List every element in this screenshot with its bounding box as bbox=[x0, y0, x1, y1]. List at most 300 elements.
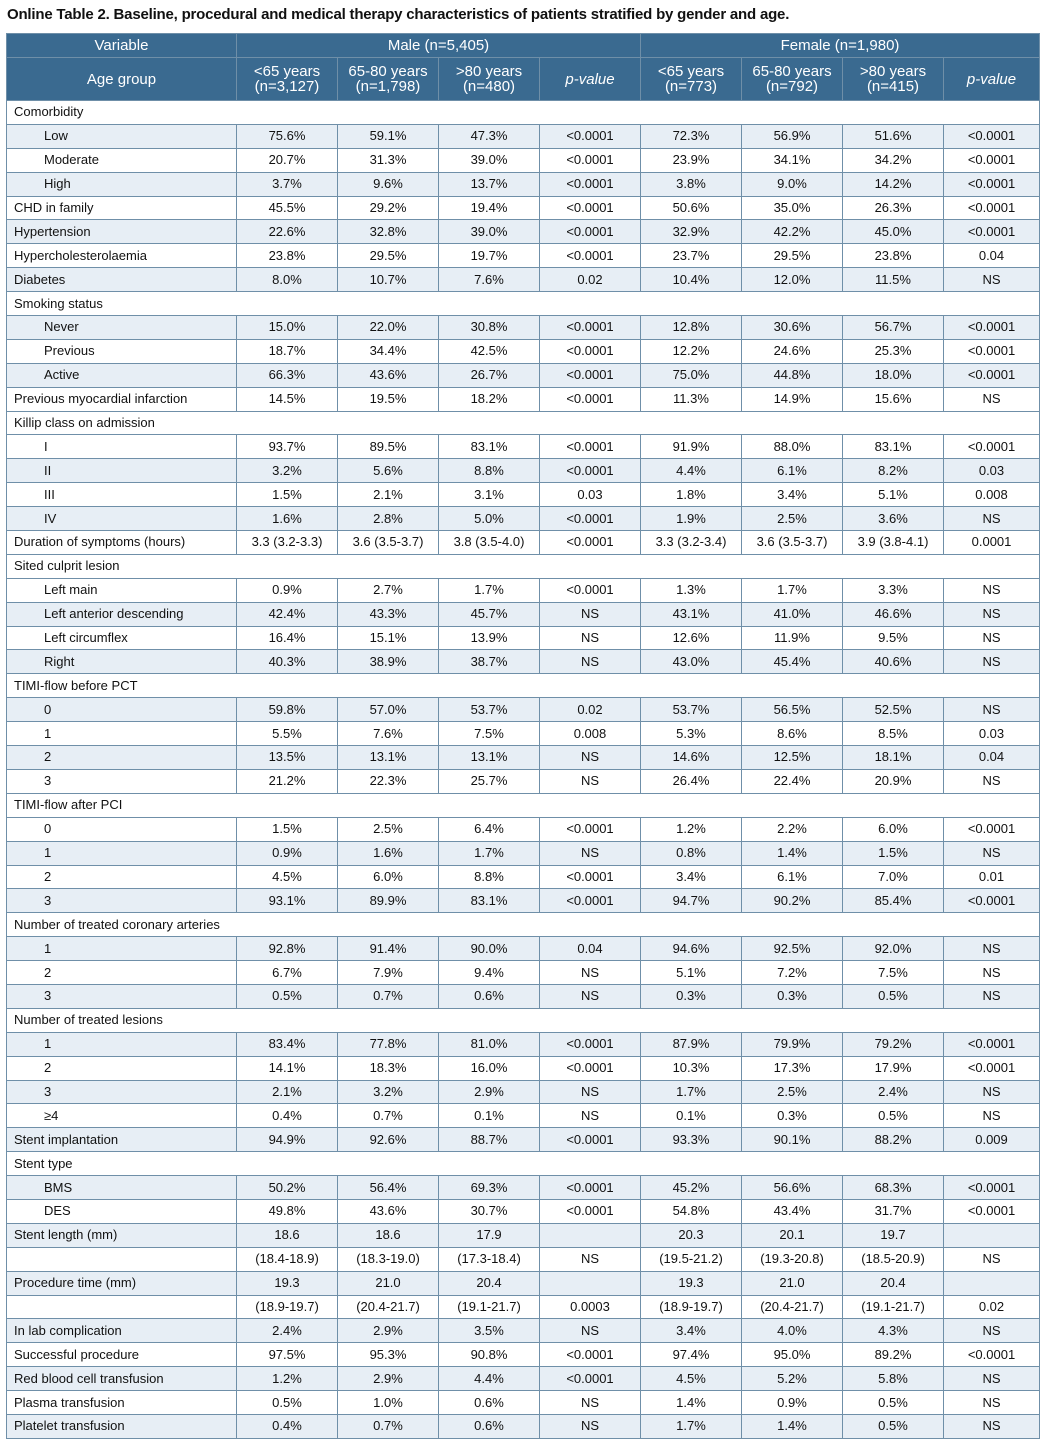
table-row bbox=[7, 459, 1040, 483]
value-cell: 89.5% bbox=[338, 435, 439, 459]
value-cell: (18.9-19.7) bbox=[237, 1295, 338, 1319]
characteristics-table bbox=[6, 33, 1040, 1439]
p-value-cell: <0.0001 bbox=[540, 1367, 641, 1391]
value-cell: 2.2% bbox=[742, 817, 843, 841]
header-male-gt80 bbox=[439, 58, 540, 101]
value-cell: 8.5% bbox=[843, 722, 944, 746]
value-cell: 40.3% bbox=[237, 650, 338, 674]
row-label: 2 bbox=[7, 961, 237, 985]
table-row bbox=[7, 698, 1040, 722]
value-cell: 0.7% bbox=[338, 1414, 439, 1438]
table-row bbox=[7, 841, 1040, 865]
value-cell: 95.3% bbox=[338, 1343, 439, 1367]
header-female-gt80 bbox=[843, 58, 944, 101]
value-cell: 1.4% bbox=[742, 841, 843, 865]
value-cell: 90.8% bbox=[439, 1343, 540, 1367]
value-cell: 42.5% bbox=[439, 339, 540, 363]
p-value-cell: NS bbox=[944, 1247, 1040, 1271]
value-cell: 11.5% bbox=[843, 268, 944, 292]
p-value-cell: <0.0001 bbox=[944, 339, 1040, 363]
p-value-cell: NS bbox=[540, 984, 641, 1008]
value-cell: 34.4% bbox=[338, 339, 439, 363]
table-row bbox=[7, 1391, 1040, 1415]
header-count: (n=1,798) bbox=[355, 78, 421, 95]
table-row bbox=[7, 1247, 1040, 1271]
value-cell: 19.3 bbox=[237, 1271, 338, 1295]
table-row bbox=[7, 1104, 1040, 1128]
row-label: 1 bbox=[7, 1032, 237, 1056]
value-cell: 1.7% bbox=[439, 578, 540, 602]
p-value-cell: <0.0001 bbox=[540, 1343, 641, 1367]
value-cell: 95.0% bbox=[742, 1343, 843, 1367]
p-value-cell: NS bbox=[944, 984, 1040, 1008]
header-count: (n=415) bbox=[866, 78, 920, 95]
value-cell: 1.7% bbox=[641, 1414, 742, 1438]
value-cell: 45.0% bbox=[843, 220, 944, 244]
table-row bbox=[7, 148, 1040, 172]
header-label: 65-80 years bbox=[752, 63, 832, 80]
p-value-cell: NS bbox=[944, 602, 1040, 626]
value-cell: 0.5% bbox=[843, 1391, 944, 1415]
section-label: Number of treated lesions bbox=[7, 1008, 1040, 1032]
value-cell: 4.4% bbox=[439, 1367, 540, 1391]
value-cell: 3.6% bbox=[843, 507, 944, 531]
value-cell: 2.5% bbox=[742, 1080, 843, 1104]
header-female-group: Female (n=1,980) bbox=[641, 34, 1040, 58]
p-value-cell: <0.0001 bbox=[944, 316, 1040, 340]
value-cell: 22.0% bbox=[338, 316, 439, 340]
row-label: Plasma transfusion bbox=[7, 1391, 237, 1415]
value-cell: 13.7% bbox=[439, 172, 540, 196]
header-label: >80 years bbox=[455, 63, 523, 80]
p-value-cell: <0.0001 bbox=[944, 1056, 1040, 1080]
row-label: II bbox=[7, 459, 237, 483]
p-value-cell: <0.0001 bbox=[540, 889, 641, 913]
value-cell: 43.3% bbox=[338, 602, 439, 626]
value-cell: 4.5% bbox=[641, 1367, 742, 1391]
value-cell: 41.0% bbox=[742, 602, 843, 626]
value-cell: 31.7% bbox=[843, 1199, 944, 1223]
table-row bbox=[7, 769, 1040, 793]
value-cell: 0.7% bbox=[338, 984, 439, 1008]
value-cell: 2.7% bbox=[338, 578, 439, 602]
row-label: 1 bbox=[7, 722, 237, 746]
table-row bbox=[7, 124, 1040, 148]
p-value-cell: <0.0001 bbox=[540, 172, 641, 196]
value-cell: 0.4% bbox=[237, 1104, 338, 1128]
row-label: 1 bbox=[7, 937, 237, 961]
value-cell: 18.6 bbox=[338, 1223, 439, 1247]
section-label: TIMI-flow after PCI bbox=[7, 793, 1040, 817]
value-cell: 22.3% bbox=[338, 769, 439, 793]
value-cell: 25.3% bbox=[843, 339, 944, 363]
header-row-ages bbox=[7, 58, 1040, 101]
value-cell: 14.2% bbox=[843, 172, 944, 196]
table-row bbox=[7, 722, 1040, 746]
value-cell: 2.5% bbox=[742, 507, 843, 531]
value-cell: 4.0% bbox=[742, 1319, 843, 1343]
value-cell: 3.3 (3.2-3.4) bbox=[641, 531, 742, 555]
p-value-cell: 0.04 bbox=[944, 244, 1040, 268]
p-value-cell: <0.0001 bbox=[944, 196, 1040, 220]
p-value-cell: <0.0001 bbox=[540, 148, 641, 172]
row-label: ≥4 bbox=[7, 1104, 237, 1128]
value-cell: 1.4% bbox=[742, 1414, 843, 1438]
value-cell: 91.4% bbox=[338, 937, 439, 961]
row-label: Right bbox=[7, 650, 237, 674]
value-cell: (18.3-19.0) bbox=[338, 1247, 439, 1271]
value-cell: 22.6% bbox=[237, 220, 338, 244]
p-value-cell: NS bbox=[540, 1080, 641, 1104]
p-value-cell: NS bbox=[540, 1319, 641, 1343]
value-cell: 13.5% bbox=[237, 746, 338, 770]
header-count: (n=480) bbox=[462, 78, 516, 95]
p-value-cell: NS bbox=[944, 650, 1040, 674]
p-value-cell: NS bbox=[540, 626, 641, 650]
value-cell: 89.9% bbox=[338, 889, 439, 913]
value-cell: 30.8% bbox=[439, 316, 540, 340]
value-cell: 93.1% bbox=[237, 889, 338, 913]
value-cell: 54.8% bbox=[641, 1199, 742, 1223]
p-value-cell: 0.008 bbox=[540, 722, 641, 746]
p-value-cell: <0.0001 bbox=[944, 1343, 1040, 1367]
value-cell: 21.0 bbox=[742, 1271, 843, 1295]
header-label: >80 years bbox=[859, 63, 927, 80]
table-row bbox=[7, 961, 1040, 985]
value-cell: 1.0% bbox=[338, 1391, 439, 1415]
value-cell: 2.9% bbox=[439, 1080, 540, 1104]
row-label: DES bbox=[7, 1199, 237, 1223]
value-cell: 52.5% bbox=[843, 698, 944, 722]
row-label: 3 bbox=[7, 769, 237, 793]
row-label: III bbox=[7, 483, 237, 507]
section-row bbox=[7, 674, 1040, 698]
p-value-cell bbox=[540, 1271, 641, 1295]
row-label: In lab complication bbox=[7, 1319, 237, 1343]
row-label: 0 bbox=[7, 698, 237, 722]
value-cell: 32.9% bbox=[641, 220, 742, 244]
row-label: Stent length (mm) bbox=[7, 1223, 237, 1247]
p-value-cell: <0.0001 bbox=[540, 1199, 641, 1223]
value-cell: 87.9% bbox=[641, 1032, 742, 1056]
p-value-cell: <0.0001 bbox=[944, 1032, 1040, 1056]
p-value-cell: <0.0001 bbox=[540, 339, 641, 363]
value-cell: 6.0% bbox=[843, 817, 944, 841]
value-cell: 29.5% bbox=[742, 244, 843, 268]
value-cell: 9.6% bbox=[338, 172, 439, 196]
table-row bbox=[7, 1056, 1040, 1080]
value-cell: 12.6% bbox=[641, 626, 742, 650]
table-row bbox=[7, 1367, 1040, 1391]
value-cell: 19.7 bbox=[843, 1223, 944, 1247]
value-cell: 56.5% bbox=[742, 698, 843, 722]
value-cell: 0.5% bbox=[843, 984, 944, 1008]
table-row bbox=[7, 387, 1040, 411]
value-cell: 56.6% bbox=[742, 1176, 843, 1200]
value-cell: 42.4% bbox=[237, 602, 338, 626]
value-cell: 21.0 bbox=[338, 1271, 439, 1295]
row-label: Left anterior descending bbox=[7, 602, 237, 626]
value-cell: 1.6% bbox=[338, 841, 439, 865]
section-row bbox=[7, 101, 1040, 125]
value-cell: 88.2% bbox=[843, 1128, 944, 1152]
p-value-cell: NS bbox=[540, 769, 641, 793]
row-label: Left main bbox=[7, 578, 237, 602]
value-cell: 83.1% bbox=[439, 889, 540, 913]
value-cell: 15.6% bbox=[843, 387, 944, 411]
value-cell: 2.1% bbox=[338, 483, 439, 507]
p-value-cell: <0.0001 bbox=[540, 1176, 641, 1200]
value-cell: 0.3% bbox=[641, 984, 742, 1008]
section-row bbox=[7, 793, 1040, 817]
value-cell: 20.9% bbox=[843, 769, 944, 793]
table-row bbox=[7, 531, 1040, 555]
value-cell: 14.9% bbox=[742, 387, 843, 411]
value-cell: 8.2% bbox=[843, 459, 944, 483]
value-cell: 13.1% bbox=[338, 746, 439, 770]
value-cell: 0.6% bbox=[439, 1391, 540, 1415]
p-value-cell: 0.03 bbox=[944, 722, 1040, 746]
value-cell: 14.5% bbox=[237, 387, 338, 411]
value-cell: 6.0% bbox=[338, 865, 439, 889]
value-cell: 3.3 (3.2-3.3) bbox=[237, 531, 338, 555]
value-cell: 20.3 bbox=[641, 1223, 742, 1247]
value-cell: 0.4% bbox=[237, 1414, 338, 1438]
value-cell: 77.8% bbox=[338, 1032, 439, 1056]
value-cell: 49.8% bbox=[237, 1199, 338, 1223]
p-value-cell: <0.0001 bbox=[540, 1056, 641, 1080]
row-label: Stent implantation bbox=[7, 1128, 237, 1152]
p-value-cell: 0.03 bbox=[944, 459, 1040, 483]
value-cell: 69.3% bbox=[439, 1176, 540, 1200]
value-cell: 1.5% bbox=[843, 841, 944, 865]
section-label: Sited culprit lesion bbox=[7, 554, 1040, 578]
value-cell: 53.7% bbox=[641, 698, 742, 722]
value-cell: 43.6% bbox=[338, 1199, 439, 1223]
p-value-cell bbox=[944, 1223, 1040, 1247]
table-row bbox=[7, 172, 1040, 196]
row-label bbox=[7, 1247, 237, 1271]
row-label: Never bbox=[7, 316, 237, 340]
value-cell: 2.9% bbox=[338, 1319, 439, 1343]
value-cell: (18.4-18.9) bbox=[237, 1247, 338, 1271]
row-label: Diabetes bbox=[7, 268, 237, 292]
section-label: Smoking status bbox=[7, 292, 1040, 316]
table-row bbox=[7, 1343, 1040, 1367]
value-cell: 7.6% bbox=[338, 722, 439, 746]
header-male-lt65 bbox=[237, 58, 338, 101]
p-value-cell: NS bbox=[944, 769, 1040, 793]
value-cell: 26.4% bbox=[641, 769, 742, 793]
value-cell: 3.3% bbox=[843, 578, 944, 602]
value-cell: 88.0% bbox=[742, 435, 843, 459]
value-cell: 4.4% bbox=[641, 459, 742, 483]
section-label: TIMI-flow before PCT bbox=[7, 674, 1040, 698]
p-value-cell: 0.008 bbox=[944, 483, 1040, 507]
value-cell: 45.7% bbox=[439, 602, 540, 626]
p-value-cell: 0.03 bbox=[540, 483, 641, 507]
header-row-groups bbox=[7, 34, 1040, 58]
row-label: 3 bbox=[7, 1080, 237, 1104]
p-value-cell: <0.0001 bbox=[540, 124, 641, 148]
value-cell: 8.6% bbox=[742, 722, 843, 746]
value-cell: 5.1% bbox=[843, 483, 944, 507]
p-value-cell: NS bbox=[944, 937, 1040, 961]
value-cell: 57.0% bbox=[338, 698, 439, 722]
value-cell: 1.7% bbox=[439, 841, 540, 865]
p-value-cell: NS bbox=[944, 626, 1040, 650]
p-value-cell: <0.0001 bbox=[944, 889, 1040, 913]
section-label: Stent type bbox=[7, 1152, 1040, 1176]
p-value-cell: <0.0001 bbox=[540, 244, 641, 268]
value-cell: 45.5% bbox=[237, 196, 338, 220]
value-cell: 43.4% bbox=[742, 1199, 843, 1223]
value-cell: 90.2% bbox=[742, 889, 843, 913]
value-cell: 17.9% bbox=[843, 1056, 944, 1080]
row-label: 3 bbox=[7, 889, 237, 913]
value-cell: 4.5% bbox=[237, 865, 338, 889]
value-cell: 21.2% bbox=[237, 769, 338, 793]
p-value-cell: NS bbox=[944, 841, 1040, 865]
header-label: 65-80 years bbox=[348, 63, 428, 80]
value-cell: 81.0% bbox=[439, 1032, 540, 1056]
value-cell: 14.1% bbox=[237, 1056, 338, 1080]
p-value-cell: NS bbox=[540, 650, 641, 674]
value-cell: 8.8% bbox=[439, 865, 540, 889]
value-cell: 50.2% bbox=[237, 1176, 338, 1200]
value-cell: 23.7% bbox=[641, 244, 742, 268]
value-cell: 0.1% bbox=[641, 1104, 742, 1128]
p-value-cell: 0.01 bbox=[944, 865, 1040, 889]
p-value-cell: <0.0001 bbox=[540, 316, 641, 340]
value-cell: 9.5% bbox=[843, 626, 944, 650]
value-cell: 93.3% bbox=[641, 1128, 742, 1152]
row-label: Active bbox=[7, 363, 237, 387]
row-label: Hypertension bbox=[7, 220, 237, 244]
row-label: 1 bbox=[7, 841, 237, 865]
value-cell: 16.0% bbox=[439, 1056, 540, 1080]
table-row bbox=[7, 1223, 1040, 1247]
p-value-cell: NS bbox=[944, 961, 1040, 985]
row-label: CHD in family bbox=[7, 196, 237, 220]
value-cell: 7.9% bbox=[338, 961, 439, 985]
header-female-lt65 bbox=[641, 58, 742, 101]
value-cell: 12.8% bbox=[641, 316, 742, 340]
value-cell: (20.4-21.7) bbox=[742, 1295, 843, 1319]
table-row bbox=[7, 602, 1040, 626]
table-row bbox=[7, 1271, 1040, 1295]
p-value-cell bbox=[540, 1223, 641, 1247]
table-row bbox=[7, 937, 1040, 961]
value-cell: (19.1-21.7) bbox=[843, 1295, 944, 1319]
value-cell: 3.8% bbox=[641, 172, 742, 196]
value-cell: 79.2% bbox=[843, 1032, 944, 1056]
row-label: Red blood cell transfusion bbox=[7, 1367, 237, 1391]
value-cell: 92.8% bbox=[237, 937, 338, 961]
value-cell: 2.4% bbox=[843, 1080, 944, 1104]
value-cell: 1.6% bbox=[237, 507, 338, 531]
value-cell: 1.4% bbox=[641, 1391, 742, 1415]
value-cell: 18.0% bbox=[843, 363, 944, 387]
value-cell: 24.6% bbox=[742, 339, 843, 363]
value-cell: 18.7% bbox=[237, 339, 338, 363]
value-cell: 38.9% bbox=[338, 650, 439, 674]
p-value-cell: NS bbox=[944, 1319, 1040, 1343]
value-cell: 0.7% bbox=[338, 1104, 439, 1128]
value-cell: 92.6% bbox=[338, 1128, 439, 1152]
value-cell: 90.1% bbox=[742, 1128, 843, 1152]
table-row bbox=[7, 1295, 1040, 1319]
value-cell: 92.5% bbox=[742, 937, 843, 961]
value-cell: 1.5% bbox=[237, 483, 338, 507]
p-value-cell: <0.0001 bbox=[540, 578, 641, 602]
value-cell: 50.6% bbox=[641, 196, 742, 220]
value-cell: 14.6% bbox=[641, 746, 742, 770]
value-cell: 18.3% bbox=[338, 1056, 439, 1080]
value-cell: 94.6% bbox=[641, 937, 742, 961]
value-cell: 20.1 bbox=[742, 1223, 843, 1247]
value-cell: 59.8% bbox=[237, 698, 338, 722]
value-cell: 3.1% bbox=[439, 483, 540, 507]
table-row bbox=[7, 1128, 1040, 1152]
value-cell: 91.9% bbox=[641, 435, 742, 459]
value-cell: 39.0% bbox=[439, 220, 540, 244]
p-value-cell: 0.04 bbox=[944, 746, 1040, 770]
table-row bbox=[7, 1319, 1040, 1343]
value-cell: 12.2% bbox=[641, 339, 742, 363]
value-cell: 97.4% bbox=[641, 1343, 742, 1367]
value-cell: 1.7% bbox=[641, 1080, 742, 1104]
value-cell: (18.5-20.9) bbox=[843, 1247, 944, 1271]
row-label bbox=[7, 1295, 237, 1319]
value-cell: 2.5% bbox=[338, 817, 439, 841]
p-value-cell: <0.0001 bbox=[944, 817, 1040, 841]
value-cell: 23.8% bbox=[237, 244, 338, 268]
value-cell: 3.4% bbox=[641, 865, 742, 889]
value-cell: 79.9% bbox=[742, 1032, 843, 1056]
value-cell: 9.4% bbox=[439, 961, 540, 985]
value-cell: 0.5% bbox=[843, 1104, 944, 1128]
p-value-cell: <0.0001 bbox=[944, 1176, 1040, 1200]
table-row bbox=[7, 817, 1040, 841]
value-cell: 7.2% bbox=[742, 961, 843, 985]
value-cell: 32.8% bbox=[338, 220, 439, 244]
p-value-cell: NS bbox=[944, 1367, 1040, 1391]
value-cell: 97.5% bbox=[237, 1343, 338, 1367]
p-value-cell: NS bbox=[944, 1104, 1040, 1128]
value-cell: 20.7% bbox=[237, 148, 338, 172]
value-cell: 3.9 (3.8-4.1) bbox=[843, 531, 944, 555]
p-value-cell: NS bbox=[540, 1104, 641, 1128]
header-male-65-80 bbox=[338, 58, 439, 101]
p-value-cell: NS bbox=[944, 1391, 1040, 1415]
p-value-cell: 0.0003 bbox=[540, 1295, 641, 1319]
section-row bbox=[7, 913, 1040, 937]
section-label: Number of treated coronary arteries bbox=[7, 913, 1040, 937]
value-cell: 3.2% bbox=[237, 459, 338, 483]
row-label: BMS bbox=[7, 1176, 237, 1200]
value-cell: 8.0% bbox=[237, 268, 338, 292]
p-value-cell: <0.0001 bbox=[540, 865, 641, 889]
value-cell: 23.9% bbox=[641, 148, 742, 172]
value-cell: 3.6 (3.5-3.7) bbox=[742, 531, 843, 555]
p-value-cell: NS bbox=[944, 1414, 1040, 1438]
value-cell: 6.7% bbox=[237, 961, 338, 985]
value-cell: 7.5% bbox=[439, 722, 540, 746]
p-value-cell: 0.009 bbox=[944, 1128, 1040, 1152]
p-value-cell bbox=[944, 1271, 1040, 1295]
p-value-cell: NS bbox=[540, 841, 641, 865]
